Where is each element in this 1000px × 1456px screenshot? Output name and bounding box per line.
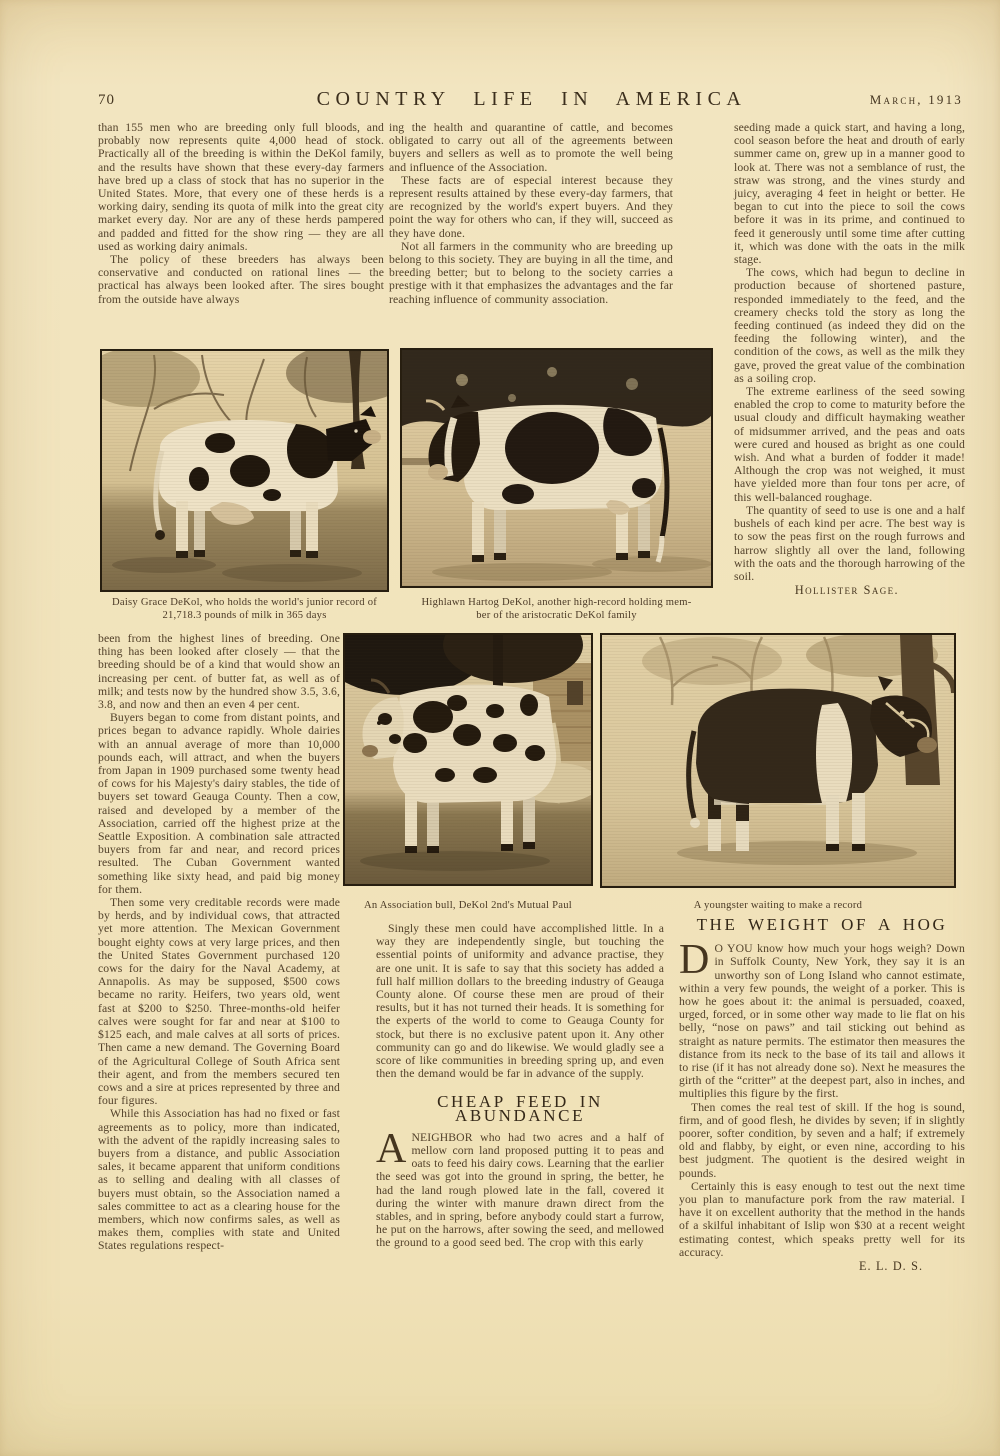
caption-line: ber of the aristocratic DeKol family [476,609,637,621]
column-2-top [389,121,673,306]
column-1-lower [98,632,340,1253]
issue-date: March, 1913 [869,92,963,107]
paragraph: Buyers began to come from distant points, and prices began to advance rapidly. Whole dairies with an annual average of more than 10,000 pounds each, will attract, and when the buyers from Japan in 1909 purchased some twenty head of cows for his Majesty's dairy stables, the tide of buyers set toward Geauga County. Then a cow, raised and developed by a member of the Association, carried off the highest prize at the Seattle Exposition. A combination sale attracted buyers from far and near, and record prices resulted. The Cuban Government wanted something like sixty head, and paid big money for them. [98,711,340,896]
photo-association-bull-mutual-paul [343,633,593,886]
caption-young-cow [600,900,956,913]
bull-illustration [345,635,591,884]
paragraph: been from the highest lines of breeding. One thing has been looked after closely — that the breeding should be of a kind that would show an increasing per cent. of butter fat, as well as of milk; and tests now by the hundred show 3.5, 3.6, 3.8, and now and then an even 4 per cent. [98,632,340,712]
section-heading-weight-of-hog: THE WEIGHT OF A HOG [696,915,948,934]
magazine-title: COUNTRY LIFE IN AMERICA [316,88,747,110]
page-number: 70 [98,92,115,108]
paragraph: The policy of these breeders has always been conservative and conducted on rational lines — the practical has always been looked after. The sires bought from the outside have always [98,253,384,306]
paragraph: ing the health and quarantine of cattle, and becomes obligated to carry out all of the agreements between buyers and sellers as well as to promote the well being and influence of the Association. [389,121,673,174]
column-3-top [678,121,965,631]
paragraph-text: NEIGHBOR who had two acres and a half of mellow corn land proposed putting it to peas and oats to feed his dairy cows. Learning that the earlier the seed was got into the ground in spring, the better, he had the land rough plowed late in the fall, covered it during the winter with manure drawn direct from the stables, and in spring, before anybody could start a furrow, he put on the harrows, after sowing the seed, and mellowed the ground to a good seed bed. The crop with this early [376,1130,664,1250]
paragraph: Singly these men could have accomplished little. In a way they are independently single, but touching the essential points of uniformity and advance practise, they are one unit. It is safe to say that this society has added a full half million dollars to the breeding industry of Geauga County alone. Of course these men are proud of their results, but it has not turned their heads. It is something for the experts of the world to come to Geauga County for stock, but there is no exclusive patent upon it. Any other community can go and do likewise. We would gladly see a score of like communities in breeding spring up, and even then the demand would be far in advance of the supply. [376,922,664,1081]
paragraph: seeding made a quick start, and having a long, cool season before the heat and drouth of early summer came on, grew up in a manner good to look at. There was not a semblance of rust, the straw was strong, and the vines sturdy and juicy, averaging 4 feet in height or better. He began to cut into the piece to soil the cows before it was in its prime, and continued to feed it generously until some time after cutting it, which was done with the oats in the milk stage. [734,121,965,267]
caption-daisy-grace-dekol [100,597,389,622]
caption-line: Highlawn Hartog DeKol, another high-record holding mem- [421,597,692,608]
caption-line: An Association bull, DeKol 2nd's Mutual Paul [363,900,572,911]
paragraph: While this Association has had no fixed or fast agreements as to policy, more than indicated, with the advent of the rapidly increasing sales to buyers from a distance, and public Association sales, it became apparent that uniform conditions as to selling and dealing with all classes of buyers must obtain, so the Association named a sales committee to act as a clearing house for the members, which now confirms sales, as well as makes them, complies with state and United States regulations respect- [98,1107,340,1253]
paragraph-with-dropcap [376,1125,664,1250]
caption-highlawn-hartog-dekol [400,597,713,622]
drop-cap: D [679,937,710,984]
paragraph: Not all farmers in the community who are breeding up belong to this society. They are buying in all the time, and breeding better; but to belong to the society carries a prestige with it that emphasizes the advantages and the far reaching influence of community association. [389,239,673,306]
author-signature: Hollister Sage. [794,583,899,598]
paragraph: These facts are of especial interest because they represent results attained by these every-day farmers, that are recognized by the world's expert buyers. And they point the way for others who can, if they will, succeed as they have done. [389,173,673,240]
author-signature: E. L. D. S. [859,1259,923,1274]
paragraph: Certainly this is easy enough to test out the next time you plan to manufacture pork from the raw material. I have it on excellent authority that the method in the hands of a skilful inhabitant of Islip won $30 at a recent weight estimating contest, which speaks pretty well for its accuracy. [679,1179,965,1259]
cow-pasture-illustration [102,351,387,590]
drop-cap: A [376,1125,407,1172]
paragraph: Then comes the real test of skill. If the hog is sound, firm, and of good flesh, he divides by seven; if in slightly poorer, softer condition, by seven and a half; if extremely old and flabby, by eight, or even nine, according to his best judgment. The quotient is the desired weight in pounds. [679,1100,965,1180]
paragraph: Then some very creditable records were made by herds, and by individual cows, that attracted yet more attention. The Mexican Government bought eighty cows at very large prices, and then the United States Government purchased 120 cows for the dairy for the Naval Academy, at Annapolis. As may be supposed, $500 cows became no rarity. Heifers, two years old, went fast at $200 to $250. Three-months-old heifer calves were sought for far and near at $100 to $125 each, and male calves at all sorts of prices. Then came a new demand. The Governing Board of the Agricultural College of South Africa sent their agent, and from the members secured ten cows and a sire at prices represented by three and four figures. [98,896,340,1108]
caption-line: 21,718.3 pounds of milk in 365 days [162,609,327,621]
paragraph: The quantity of seed to use is one and a half bushels of each kind per acre. The best way is to sow the peas first on the rough furrows and harrow slightly all over the land, following with the oats and the thorough harrowing of the soil. [734,503,965,583]
paragraph: The extreme earliness of the seed sowing enabled the crop to come to maturity before the usual cloudy and difficult haymaking weather of midsummer arrived, and the peas and oats were cured and housed as bright as one could wish. And what a burden of fodder it made! Although the crop was not weighed, it must have yielded more than four tons per acre, of this well-balanced roughage. [734,385,965,504]
paragraph-text: O YOU know how much your hogs weigh? Down in Suffolk County, New York, they say it is an unworthy son of Long Island who cannot estimate, within a very few pounds, the weight of a porker. This is how he goes about it: the animal is persuaded, coaxed, urged, forced, or in some other way made to lie flat on his belly, “nose on paws” and tail sticking out behind as straight as nature permits. The estimator then measures the distance from its neck to the base of its tail and allows it to rise (if it has not already done so). Next he measures the girth of the “critter” at the deepest part, also in inches, and multiplies this figure by the first. [679,942,965,1101]
cow-yard-illustration [402,350,711,586]
caption-line: Daisy Grace DeKol, who holds the world's junior record of [111,597,378,608]
paragraph-with-dropcap [679,937,965,1101]
caption-line: A youngster waiting to make a record [693,900,863,911]
paragraph: than 155 men who are breeding only full bloods, and probably now represents quite 4,000 head of stock. Practically all of the breeding is within the DeKol family, and the results have shown that these every-day farmers have bred up a class of stock that has no superior in the United States. More, that every one of these herds is a working dairy, sending its quota of milk into the great city market every day. Nor are any of these herds pampered and padded and fitted for the show ring — they are all used as working dairy animals. [98,121,384,253]
section-heading-cheap-feed: CHEAP FEED IN ABUNDANCE [437,1092,603,1125]
photo-highlawn-hartog-dekol-cow [400,348,713,588]
column-1-top [98,121,384,306]
caption-association-bull [343,900,593,913]
paragraph: The cows, which had begun to decline in production because of shortened pasture, responded immediately to the feed, and the creamery checks told the story as long the feeding continued (as indeed they did on the feeding the following winter), and the condition of the cows, as well as the milk they gave, proved the great value of the combination as a soiling crop. [734,266,965,385]
column-3-lower [679,915,965,1274]
column-2-lower [376,922,664,1250]
photo-daisy-grace-dekol-cow [100,349,389,592]
photo-young-cow [600,633,956,888]
calf-illustration [602,635,954,886]
